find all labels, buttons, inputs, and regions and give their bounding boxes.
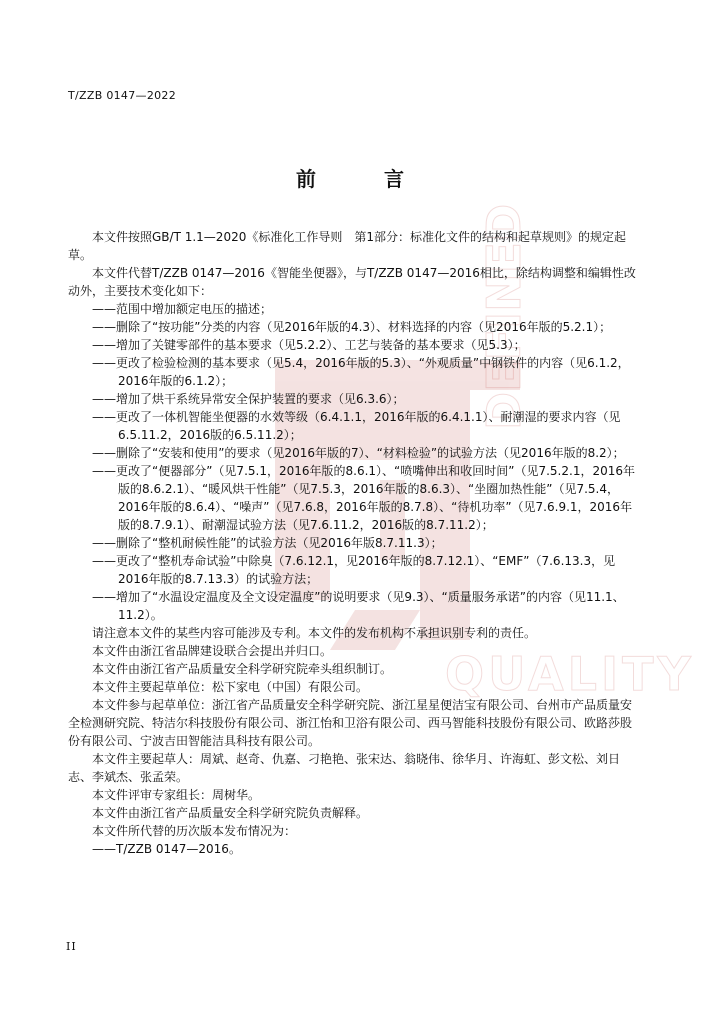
change-item: ——更改了“便器部分”（见7.5.1，2016年版的8.6.1）、“喷嘴伸出和收回时间”（见7.5.2.1，2016年版的8.6.2.1）、“暖风烘干性能”（见7.5.3，2016年版的8.6.3）、“坐圈加热性能”（见7.5.4，2016年版的8.6.4）、“噪声”（见7.6.8，2016年版的8.7.8）、“待机功率”（见7.6.9.1，2016年版的8.7.9.1）、耐潮湿试验方法（见7.6.11.2，2016版的8.7.11.2）； [92,464,635,532]
page-title: 前 言 [296,167,428,191]
paragraph: 请注意本文件的某些内容可能涉及专利。本文件的发布机构不承担识别专利的责任。 [92,626,537,640]
paragraph: 本文件所代替的历次版本发布情况为： [92,824,297,838]
change-item: ——增加了烘干系统异常安全保护装置的要求（见6.3.6）； [92,392,405,406]
change-item: ——范围中增加额定电压的描述； [92,302,273,316]
change-item: ——删除了“安装和使用”的要求（见2016年版的7）、“材料检验”的试验方法（见2016年版的8.2）； [92,446,625,460]
change-item: ——增加了关键零部件的基本要求（见5.2.2）、工艺与装备的基本要求（见5.3）； [92,338,526,352]
paragraph: 本文件参与起草单位：浙江省产品质量安全科学研究院、浙江星星便洁宝有限公司、台州市产品质量安全检测研究院、特洁尔科技股份有限公司、浙江怡和卫浴有限公司、西马智能科技股份有限公司、欧路莎股份有限公司、宁波吉田智能洁具科技有限公司。 [68,698,633,748]
change-item: ——增加了“水温设定温度及全文设定温度”的说明要求（见9.3）、“质量服务承诺”的内容（见11.1、11.2）。 [92,590,625,622]
change-item: ——更改了检验检测的基本要求（见5.4，2016年版的5.3）、“外观质量”中钢铁件的内容（见6.1.2，2016年版的6.1.2）； [92,356,630,388]
change-item: ——删除了“整机耐候性能”的试验方法（见2016年版8.7.11.3）； [92,536,443,550]
page-number: II [66,940,77,953]
paragraph: 本文件由浙江省产品质量安全科学研究院负责解释。 [92,806,369,820]
standard-code: T/ZZB 0147—2022 [68,89,177,102]
paragraph: 本文件主要起草单位：松下家电（中国）有限公司。 [92,680,369,694]
paragraph: 本文件由浙江省品牌建设联合会提出并归口。 [92,644,333,658]
change-item: ——更改了“整机寿命试验”中除臭（7.6.12.1，见2016年版的8.7.12.1）、“EMF”（7.6.13.3，见2016年版的8.7.13.3）的试验方法； [92,554,616,586]
change-item: ——删除了“按功能”分类的内容（见2016年版的4.3）、材料选择的内容（见2016年版的5.2.1）； [92,320,612,334]
paragraph: 本文件按照GB/T 1.1—2020《标准化工作导则 第1部分：标准化文件的结构和起草规则》的规定起草。 [68,230,626,262]
paragraph: 本文件主要起草人：周斌、赵奇、仇嘉、刁艳艳、张宋达、翁晓伟、徐华月、许海虹、彭文松、刘日志、李斌杰、张孟荣。 [68,752,621,784]
watermark-text-defined: DEFINED [477,203,531,430]
paragraph: 本文件由浙江省产品质量安全科学研究院牵头组织制订。 [92,662,393,676]
paragraph: 本文件代替T/ZZB 0147—2016《智能坐便器》，与T/ZZB 0147—2016相比，除结构调整和编辑性改动外，主要技术变化如下： [68,266,636,298]
document-body [68,228,640,858]
paragraph: 本文件评审专家组长：周树华。 [92,788,261,802]
change-item: ——更改了一体机智能坐便器的水效等级（6.4.1.1，2016年版的6.4.1.1）、耐潮湿的要求内容（见6.5.11.2，2016版的6.5.11.2）； [92,410,621,442]
previous-version-item: ——T/ZZB 0147—2016。 [92,842,241,856]
watermark-text-quality: QUALITY [445,647,695,701]
